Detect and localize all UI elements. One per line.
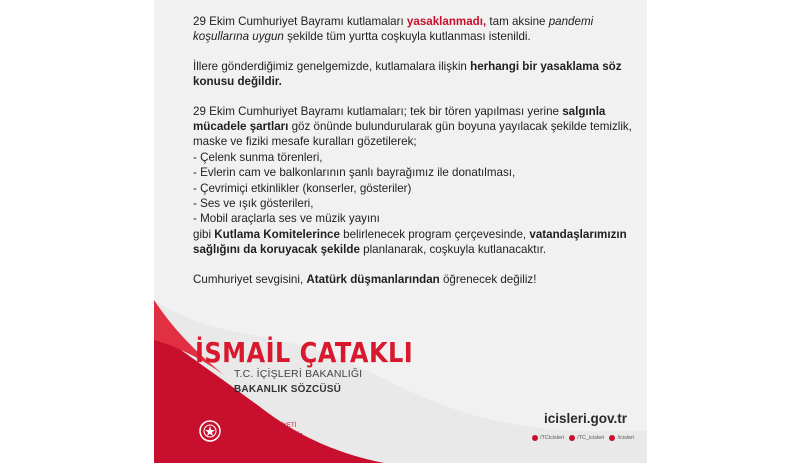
p4-bold: Atatürk düşmanlarından [306,272,440,286]
p3-text: planlanarak, coşkuyla kutlanacaktır. [359,243,547,257]
p1-text: şekilde tüm yurtta coşkuyla kutlanması istenildi. [283,30,531,44]
paragraph-2 [193,59,633,90]
social-links [532,435,634,441]
paragraph-3 [193,104,633,258]
ministry-emblem [199,420,302,442]
instagram-icon [609,435,615,441]
emblem-line-1: TÜRKİYE CUMHURİYETİ [227,423,297,429]
list-item: - Evlerin cam ve balkonlarının şanlı bayrağımız ile donatılması, [193,166,516,180]
instagram-label: /icisleri [617,435,635,441]
p1-text: tam aksine [486,15,549,28]
emblem-line-2: İÇİŞLERİ BAKANLIĞI [227,431,303,440]
instagram-link[interactable] [609,435,634,441]
list-item: - Mobil araçlarla ses ve müzik yayını [193,212,380,226]
facebook-label: /TCicisleri [540,435,565,441]
twitter-icon [569,435,575,441]
website-link[interactable]: icisleri.gov.tr [544,411,628,426]
facebook-icon [532,435,538,441]
p1-italic: pandemi koşullarına uygun [193,15,594,44]
facebook-link[interactable] [532,435,564,441]
paragraph-4 [193,272,633,287]
statement-body [193,14,633,287]
p3-bold: Kutlama Komitelerince [214,227,340,241]
p3-text: 29 Ekim Cumhuriyet Bayramı kutlamaları; tek bir tören yapılması yerine [193,104,563,118]
list-item: - Ses ve ışık gösterileri, [193,197,314,211]
p2-text: İllere gönderdiğimiz genelgemizde, kutlamalara ilişkin [193,59,471,73]
p1-text: 29 Ekim Cumhuriyet Bayramı kutlamaları [193,15,407,28]
list-item: - Çevrimiçi etkinlikler (konserler, gösteriler) [193,181,412,195]
signature-organization: T.C. İÇİŞLERİ BAKANLIĞI [234,368,363,380]
emblem-text [227,422,302,440]
ministry-seal-icon [199,420,221,442]
twitter-label: /TC_icisleri [577,435,605,441]
list-item: - Çelenk sunma törenleri, [193,150,323,164]
p2-bold: herhangi bir yasaklama söz konusu değildir. [193,59,622,89]
signature-role: BAKANLIK SÖZCÜSÜ [234,384,342,395]
p4-text: öğrenecek değiliz! [439,272,537,286]
p3-text: belirlenecek program çerçevesinde, [339,227,530,241]
paragraph-1 [193,14,633,45]
signature-name: İSMAİL ÇATAKLI [195,336,414,369]
p3-text: göz önünde bulundurularak gün boyuna yayılacak şekilde temizlik, maske ve fiziki mesafe kuralları gözetilerek; [193,120,632,149]
twitter-link[interactable] [569,435,604,441]
p3-text: gibi [193,227,215,241]
p3-bold: vatandaşlarımızın sağlığını da koruyacak şekilde [193,227,627,257]
press-statement-card [154,0,647,463]
p3-bold: salgınla mücadele şartları [193,104,606,134]
p1-emphasis: yasaklanmadı, [406,15,487,28]
p4-text: Cumhuriyet sevgisini, [193,272,307,286]
